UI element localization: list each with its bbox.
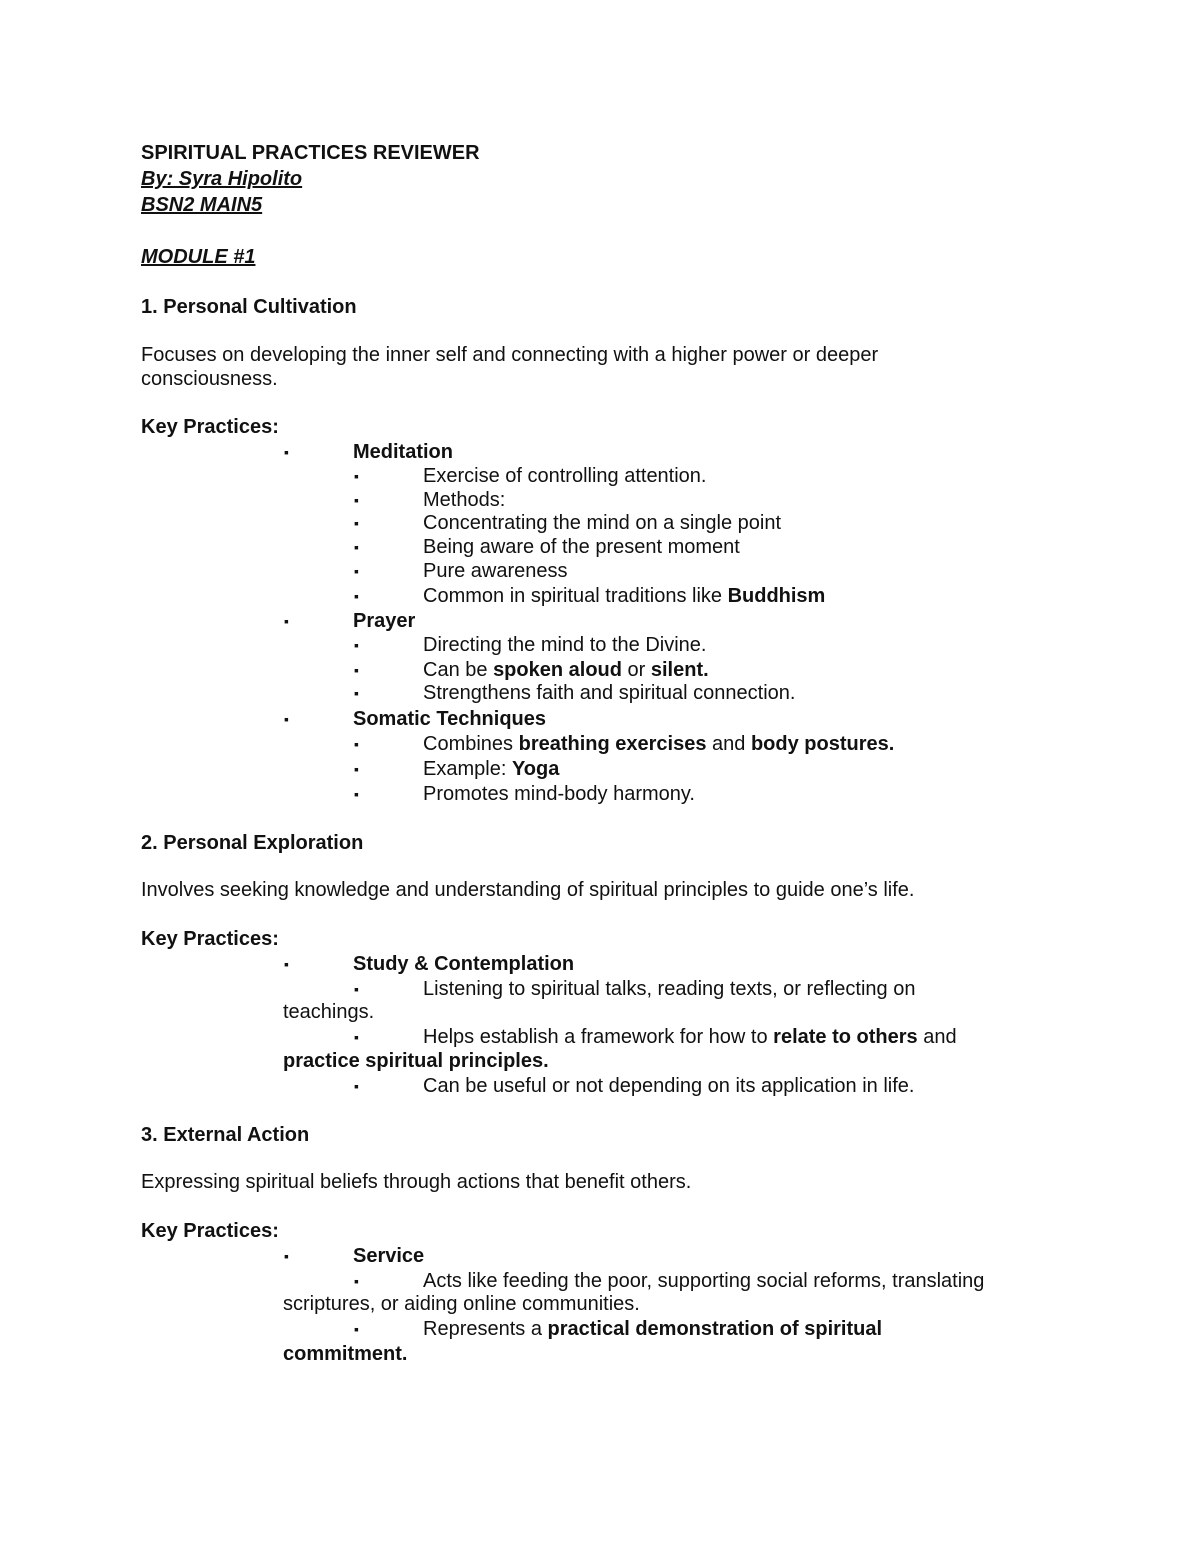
bullet-icon: ▪ [354,563,359,579]
meditation-item: Being aware of the present moment [423,536,740,558]
bullet-icon: ▪ [354,1321,359,1337]
bullet-icon: ▪ [354,981,359,997]
study-item: Can be useful or not depending on its application in life. [423,1075,915,1097]
bullet-icon: ▪ [354,515,359,531]
meditation-item: Concentrating the mind on a single point [423,512,782,534]
bullet-icon: ▪ [284,1248,289,1264]
bullet-icon: ▪ [354,1273,359,1289]
section-line: BSN2 MAIN5 [141,194,263,216]
section-2-description: Involves seeking knowledge and understanding of spiritual principles to guide one’s life. [141,879,915,901]
bullet-icon: ▪ [354,1029,359,1045]
bullet-icon: ▪ [284,444,289,460]
somatic-item: Combines breathing exercises and body postures. [423,733,895,755]
section-3-key-practices-label: Key Practices: [141,1220,279,1242]
section-1-description-line-2: consciousness. [141,368,278,390]
section-3-description: Expressing spiritual beliefs through actions that benefit others. [141,1171,692,1193]
study-item-line-2: teachings. [283,1001,375,1023]
meditation-item: Common in spiritual traditions like Buddhism [423,585,826,607]
section-2-heading: 2. Personal Exploration [141,832,364,854]
bullet-icon: ▪ [284,956,289,972]
section-1-heading: 1. Personal Cultivation [141,296,357,318]
practice-service-title: Service [353,1245,425,1267]
service-item-line-1: Acts like feeding the poor, supporting social reforms, translating [423,1270,985,1292]
bullet-icon: ▪ [354,736,359,752]
service-item-line-1: Represents a practical demonstration of spiritual [423,1318,883,1340]
bullet-icon: ▪ [354,786,359,802]
prayer-item: Strengthens faith and spiritual connection. [423,682,796,704]
bullet-icon: ▪ [354,662,359,678]
author-line: By: Syra Hipolito [141,168,303,190]
bullet-icon: ▪ [354,761,359,777]
document-title: SPIRITUAL PRACTICES REVIEWER [141,142,480,164]
bullet-icon: ▪ [354,685,359,701]
bullet-icon: ▪ [284,613,289,629]
study-item-line-1: Helps establish a framework for how to relate to others and [423,1026,957,1048]
bullet-icon: ▪ [354,588,359,604]
bullet-icon: ▪ [354,539,359,555]
practice-meditation-title: Meditation [353,441,453,463]
bullet-icon: ▪ [354,492,359,508]
bullet-icon: ▪ [284,711,289,727]
study-item-line-1: Listening to spiritual talks, reading texts, or reflecting on [423,978,916,1000]
module-heading: MODULE #1 [141,246,256,268]
section-1-description-line-1: Focuses on developing the inner self and connecting with a higher power or deeper [141,344,879,366]
meditation-item: Methods: [423,489,506,511]
meditation-item: Pure awareness [423,560,568,582]
study-item-line-2: practice spiritual principles. [283,1050,549,1072]
practice-somatic-title: Somatic Techniques [353,708,547,730]
section-2-key-practices-label: Key Practices: [141,928,279,950]
somatic-item: Example: Yoga [423,758,560,780]
bullet-icon: ▪ [354,1078,359,1094]
practice-prayer-title: Prayer [353,610,416,632]
section-1-key-practices-label: Key Practices: [141,416,279,438]
bullet-icon: ▪ [354,637,359,653]
meditation-item: Exercise of controlling attention. [423,465,707,487]
service-item-line-2: scriptures, or aiding online communities. [283,1293,640,1315]
bullet-icon: ▪ [354,468,359,484]
prayer-item: Directing the mind to the Divine. [423,634,707,656]
prayer-item: Can be spoken aloud or silent. [423,659,709,681]
section-3-heading: 3. External Action [141,1124,310,1146]
service-item-line-2: commitment. [283,1343,408,1365]
practice-study-title: Study & Contemplation [353,953,575,975]
somatic-item: Promotes mind-body harmony. [423,783,695,805]
